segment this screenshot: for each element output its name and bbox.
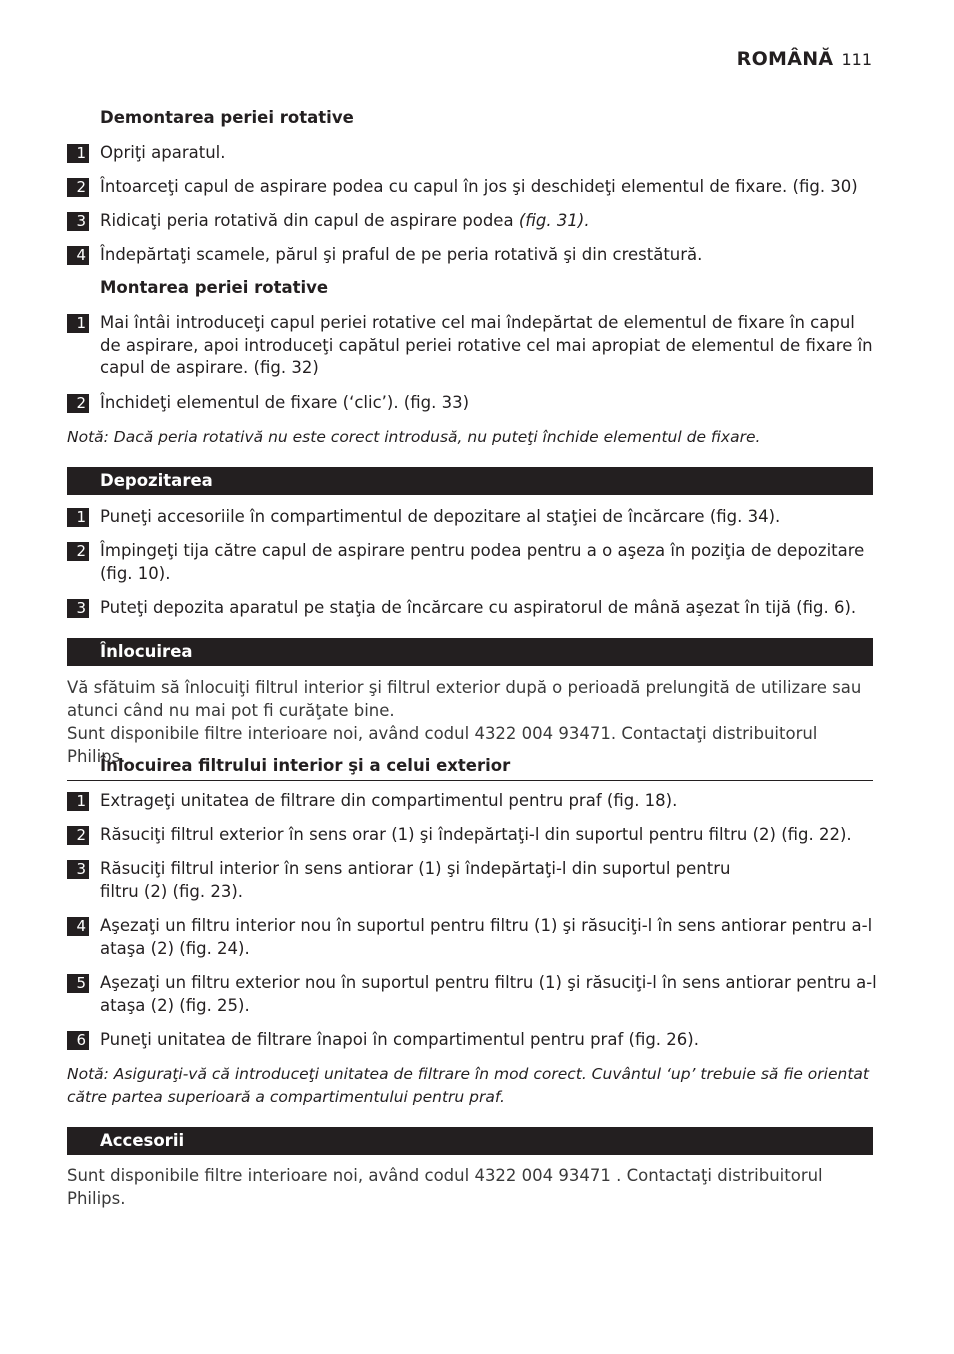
step-text: Ridicaţi peria rotativă din capul de aspirare podea bbox=[100, 211, 514, 230]
step-item bbox=[67, 506, 877, 529]
step-item bbox=[67, 210, 877, 233]
step-number: 3 bbox=[67, 599, 89, 618]
step-number: 5 bbox=[67, 974, 89, 993]
step-number: 4 bbox=[67, 246, 89, 265]
step-number: 3 bbox=[67, 212, 89, 231]
step-item bbox=[67, 244, 877, 267]
step-text: Puneţi unitatea de filtrare înapoi în compartimentul pentru praf (fig. 26). bbox=[100, 1030, 699, 1049]
accessories-paragraph: Sunt disponibile filtre interioare noi, având codul 4322 004 93471 . Contactaţi distribuitorul Philips. bbox=[67, 1166, 823, 1208]
step-item bbox=[67, 915, 877, 960]
step-item bbox=[67, 824, 877, 847]
divider bbox=[67, 780, 873, 781]
step-number: 4 bbox=[67, 917, 89, 936]
step-text: Întoarceţi capul de aspirare podea cu capul în jos şi deschideţi elementul de fixare. (fig. 30) bbox=[100, 177, 858, 196]
step-number: 3 bbox=[67, 860, 89, 879]
step-number: 2 bbox=[67, 178, 89, 197]
step-number: 1 bbox=[67, 792, 89, 811]
figure-reference: (fig. 31). bbox=[513, 211, 590, 230]
step-text-wrapper bbox=[100, 210, 877, 233]
step-text: Puteţi depozita aparatul pe staţia de încărcare cu aspiratorul de mână aşezat în tijă (fig. 6). bbox=[100, 598, 857, 617]
step-item bbox=[67, 312, 877, 380]
page-number: 111 bbox=[841, 50, 872, 69]
step-item bbox=[67, 1029, 877, 1052]
step-text: Răsuciţi filtrul interior în sens antiorar (1) şi îndepărtaţi-l din suportul pentru filtru (2) (fig. 23). bbox=[100, 859, 731, 901]
step-item bbox=[67, 142, 877, 165]
section-bar-inlocuirea: Înlocuirea bbox=[67, 638, 873, 666]
step-text: Puneţi accesoriile în compartimentul de depozitare al staţiei de încărcare (fig. 34). bbox=[100, 507, 781, 526]
step-item bbox=[67, 972, 877, 1017]
availability-paragraph: Sunt disponibile filtre interioare noi, având codul 4322 004 93471. Contactaţi distribuitorul Philips. bbox=[67, 724, 818, 766]
note-text: Notă: Asiguraţi-vă că introduceţi unitatea de filtrare în mod corect. Cuvântul ‘up’ trebuie să fie orientat către partea superioară a compartimentului pentru praf. bbox=[67, 1065, 869, 1106]
step-number: 1 bbox=[67, 144, 89, 163]
step-text: Opriţi aparatul. bbox=[100, 143, 226, 162]
step-text: Aşezaţi un filtru interior nou în suportul pentru filtru (1) şi răsuciţi-l în sens antiorar pentru a-l ataşa (2) (fig. 24). bbox=[100, 916, 873, 958]
step-number: 2 bbox=[67, 826, 89, 845]
step-text: Aşezaţi un filtru exterior nou în suportul pentru filtru (1) şi răsuciţi-l în sens antiorar pentru a-l ataşa (2) (fig. 25). bbox=[100, 973, 877, 1015]
step-item bbox=[67, 790, 877, 813]
step-text: Împingeţi tija către capul de aspirare pentru podea pentru a o aşeza în poziţia de depozitare (fig. 10). bbox=[100, 541, 865, 583]
step-item bbox=[67, 858, 877, 903]
language-label: ROMÂNĂ bbox=[736, 48, 834, 70]
section-bar-accesorii: Accesorii bbox=[67, 1127, 873, 1155]
step-text: Mai întâi introduceţi capul periei rotative cel mai îndepărtat de elementul de fixare în capul de aspirare, apoi introduceţi capătul periei rotative cel mai apropiat de elementul de fixare în capul de aspirare. (fig. 32) bbox=[100, 313, 873, 377]
subsection-title-filters: Înlocuirea filtrului interior şi a celui exterior bbox=[100, 756, 511, 775]
step-text: Îndepărtaţi scamele, părul şi praful de pe peria rotativă şi din crestătură. bbox=[100, 245, 703, 264]
step-number: 1 bbox=[67, 508, 89, 527]
section-bar-depozitarea: Depozitarea bbox=[67, 467, 873, 495]
section-title-demontarea: Demontarea periei rotative bbox=[100, 108, 354, 127]
step-text: Extrageţi unitatea de filtrare din compartimentul pentru praf (fig. 18). bbox=[100, 791, 678, 810]
page-header bbox=[737, 48, 872, 70]
step-text: Închideţi elementul de fixare (‘clic’). (fig. 33) bbox=[100, 393, 470, 412]
step-item bbox=[67, 597, 877, 620]
step-number: 2 bbox=[67, 542, 89, 561]
step-item bbox=[67, 176, 877, 199]
section-title-montarea: Montarea periei rotative bbox=[100, 278, 329, 297]
note-text: Notă: Dacă peria rotativă nu este corect introdusă, nu puteţi închide elementul de fixare. bbox=[67, 428, 761, 446]
step-number: 6 bbox=[67, 1031, 89, 1050]
step-item bbox=[67, 540, 877, 585]
step-number: 1 bbox=[67, 314, 89, 333]
step-item bbox=[67, 392, 877, 415]
step-number: 2 bbox=[67, 394, 89, 413]
intro-paragraph: Vă sfătuim să înlocuiţi filtrul interior şi filtrul exterior după o perioadă prelungită de utilizare sau atunci când nu mai pot fi curăţate bine. bbox=[67, 678, 862, 720]
step-text: Răsuciţi filtrul exterior în sens orar (1) şi îndepărtaţi-l din suportul pentru filtru (2) (fig. 22). bbox=[100, 825, 852, 844]
